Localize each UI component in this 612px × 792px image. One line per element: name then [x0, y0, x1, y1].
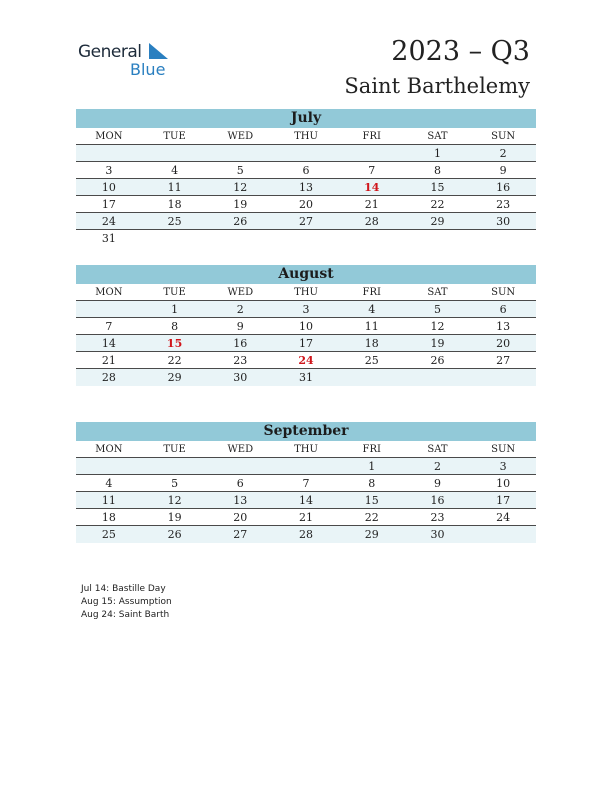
brand-flag-icon: [149, 43, 169, 61]
day-cell: 17: [101, 198, 116, 211]
week-row: [76, 179, 536, 196]
day-cell: [207, 230, 273, 247]
weekday-label: TUE: [163, 287, 186, 298]
day-cell: 28: [299, 528, 314, 541]
day-cell: 26: [430, 354, 445, 367]
weekday-label: FRI: [362, 287, 381, 298]
month-name: August: [76, 265, 536, 284]
day-cell: 17: [299, 337, 314, 350]
holiday-day-cell: 15: [166, 337, 183, 350]
day-cell: 6: [302, 164, 310, 177]
day-cell: 12: [167, 494, 182, 507]
day-cell: 27: [496, 354, 511, 367]
holiday-note: Aug 15: Assumption: [81, 597, 172, 607]
day-cell: 9: [433, 477, 441, 490]
day-cell: 31: [299, 371, 314, 384]
weekday-header-row: [76, 128, 536, 145]
weekday-label: MON: [95, 444, 123, 455]
day-cell: 1: [433, 147, 441, 160]
day-cell: 29: [167, 371, 182, 384]
day-cell: 11: [364, 320, 379, 333]
day-cell: 21: [101, 354, 116, 367]
week-row: [76, 230, 536, 247]
day-cell: 19: [233, 198, 248, 211]
brand-general-text: General: [78, 42, 142, 62]
day-cell: 5: [171, 477, 179, 490]
weekday-label: THU: [294, 444, 318, 455]
month-name: September: [76, 422, 536, 441]
day-cell: 22: [430, 198, 445, 211]
day-cell: 23: [233, 354, 248, 367]
day-cell: 3: [302, 303, 310, 316]
day-cell: 10: [101, 181, 116, 194]
day-cell: [339, 145, 405, 161]
day-cell: 1: [171, 303, 179, 316]
weekday-label: MON: [95, 287, 123, 298]
week-row: [76, 145, 536, 162]
day-cell: 20: [496, 337, 511, 350]
day-cell: 6: [236, 477, 244, 490]
day-cell: 14: [101, 337, 116, 350]
day-cell: [339, 369, 405, 386]
day-cell: 30: [496, 215, 511, 228]
holiday-note: Jul 14: Bastille Day: [81, 584, 166, 594]
day-cell: 8: [433, 164, 441, 177]
weekday-label: SUN: [491, 444, 516, 455]
day-cell: [76, 145, 142, 161]
day-cell: [339, 230, 405, 247]
day-cell: 11: [101, 494, 116, 507]
week-row: [76, 318, 536, 335]
day-cell: 25: [167, 215, 182, 228]
day-cell: 5: [433, 303, 441, 316]
day-cell: 21: [364, 198, 379, 211]
day-cell: 23: [496, 198, 511, 211]
day-cell: 2: [236, 303, 244, 316]
day-cell: 9: [236, 320, 244, 333]
day-cell: 16: [496, 181, 511, 194]
holiday-day-cell: 14: [364, 181, 380, 194]
day-cell: 20: [233, 511, 248, 524]
day-cell: 27: [233, 528, 248, 541]
day-cell: 13: [496, 320, 511, 333]
day-cell: 25: [101, 528, 116, 541]
month-calendar-september: [76, 422, 536, 543]
day-cell: 18: [364, 337, 379, 350]
day-cell: 28: [101, 371, 116, 384]
week-row: [76, 526, 536, 543]
day-cell: 30: [233, 371, 248, 384]
day-cell: [273, 145, 339, 161]
page-subtitle: Saint Barthelemy: [344, 74, 530, 98]
day-cell: 29: [430, 215, 445, 228]
weekday-label: SAT: [427, 287, 448, 298]
day-cell: 4: [368, 303, 376, 316]
week-row: [76, 301, 536, 318]
day-cell: 25: [364, 354, 379, 367]
holiday-day-cell: 24: [298, 354, 314, 367]
day-cell: 21: [299, 511, 314, 524]
weekday-label: SUN: [491, 131, 516, 142]
day-cell: 3: [105, 164, 113, 177]
day-cell: [273, 458, 339, 474]
day-cell: 2: [499, 147, 507, 160]
day-cell: [76, 301, 142, 317]
day-cell: 1: [368, 460, 376, 473]
weekday-header-row: [76, 441, 536, 458]
weekday-label: THU: [294, 131, 318, 142]
day-cell: 24: [101, 215, 116, 228]
day-cell: 18: [167, 198, 182, 211]
day-cell: [207, 458, 273, 474]
day-cell: 16: [430, 494, 445, 507]
day-cell: 8: [171, 320, 179, 333]
day-cell: [470, 369, 536, 386]
day-cell: 5: [236, 164, 244, 177]
day-cell: [76, 458, 142, 474]
day-cell: 17: [496, 494, 511, 507]
week-row: [76, 458, 536, 475]
day-cell: 10: [299, 320, 314, 333]
day-cell: 31: [101, 232, 116, 245]
day-cell: 26: [167, 528, 182, 541]
weekday-label: TUE: [163, 444, 186, 455]
weekday-label: WED: [227, 287, 254, 298]
brand-logo: [78, 40, 178, 80]
day-cell: [470, 526, 536, 543]
weekday-label: WED: [227, 444, 254, 455]
weekday-label: FRI: [362, 131, 381, 142]
weekday-label: SAT: [427, 131, 448, 142]
weekday-header-row: [76, 284, 536, 301]
week-row: [76, 475, 536, 492]
day-cell: 29: [364, 528, 379, 541]
day-cell: 16: [233, 337, 248, 350]
day-cell: 10: [496, 477, 511, 490]
day-cell: 19: [430, 337, 445, 350]
day-cell: 2: [433, 460, 441, 473]
month-name: July: [76, 109, 536, 128]
day-cell: [470, 230, 536, 247]
day-cell: [405, 230, 471, 247]
week-row: [76, 509, 536, 526]
weekday-label: THU: [294, 287, 318, 298]
week-row: [76, 162, 536, 179]
weekday-label: SAT: [427, 444, 448, 455]
day-cell: [207, 145, 273, 161]
holiday-note: Aug 24: Saint Barth: [81, 610, 170, 620]
day-cell: 4: [171, 164, 179, 177]
brand-blue-text: Blue: [130, 60, 166, 79]
day-cell: 23: [430, 511, 445, 524]
weekday-label: TUE: [163, 131, 186, 142]
day-cell: 13: [299, 181, 314, 194]
day-cell: 22: [167, 354, 182, 367]
weekday-label: MON: [95, 131, 123, 142]
day-cell: 19: [167, 511, 182, 524]
day-cell: 12: [233, 181, 248, 194]
page-title: 2023 – Q3: [391, 36, 530, 67]
day-cell: 30: [430, 528, 445, 541]
weekday-label: FRI: [362, 444, 381, 455]
day-cell: [142, 145, 208, 161]
weekday-label: SUN: [491, 287, 516, 298]
day-cell: 28: [364, 215, 379, 228]
day-cell: 9: [499, 164, 507, 177]
day-cell: 14: [299, 494, 314, 507]
week-row: [76, 335, 536, 352]
day-cell: [405, 369, 471, 386]
day-cell: 11: [167, 181, 182, 194]
week-row: [76, 213, 536, 230]
day-cell: 13: [233, 494, 248, 507]
day-cell: 7: [302, 477, 310, 490]
day-cell: 8: [368, 477, 376, 490]
weekday-label: WED: [227, 131, 254, 142]
day-cell: 15: [430, 181, 445, 194]
day-cell: 26: [233, 215, 248, 228]
day-cell: 12: [430, 320, 445, 333]
day-cell: 7: [368, 164, 376, 177]
day-cell: 27: [299, 215, 314, 228]
week-row: [76, 352, 536, 369]
month-calendar-august: [76, 265, 536, 386]
week-row: [76, 369, 536, 386]
day-cell: 7: [105, 320, 113, 333]
day-cell: 4: [105, 477, 113, 490]
day-cell: [142, 458, 208, 474]
day-cell: 18: [101, 511, 116, 524]
day-cell: 3: [499, 460, 507, 473]
day-cell: [142, 230, 208, 247]
week-row: [76, 492, 536, 509]
day-cell: 22: [364, 511, 379, 524]
day-cell: 15: [364, 494, 379, 507]
week-row: [76, 196, 536, 213]
day-cell: 24: [496, 511, 511, 524]
month-calendar-july: [76, 109, 536, 247]
day-cell: 20: [299, 198, 314, 211]
day-cell: 6: [499, 303, 507, 316]
holiday-notes: [81, 583, 172, 622]
day-cell: [273, 230, 339, 247]
